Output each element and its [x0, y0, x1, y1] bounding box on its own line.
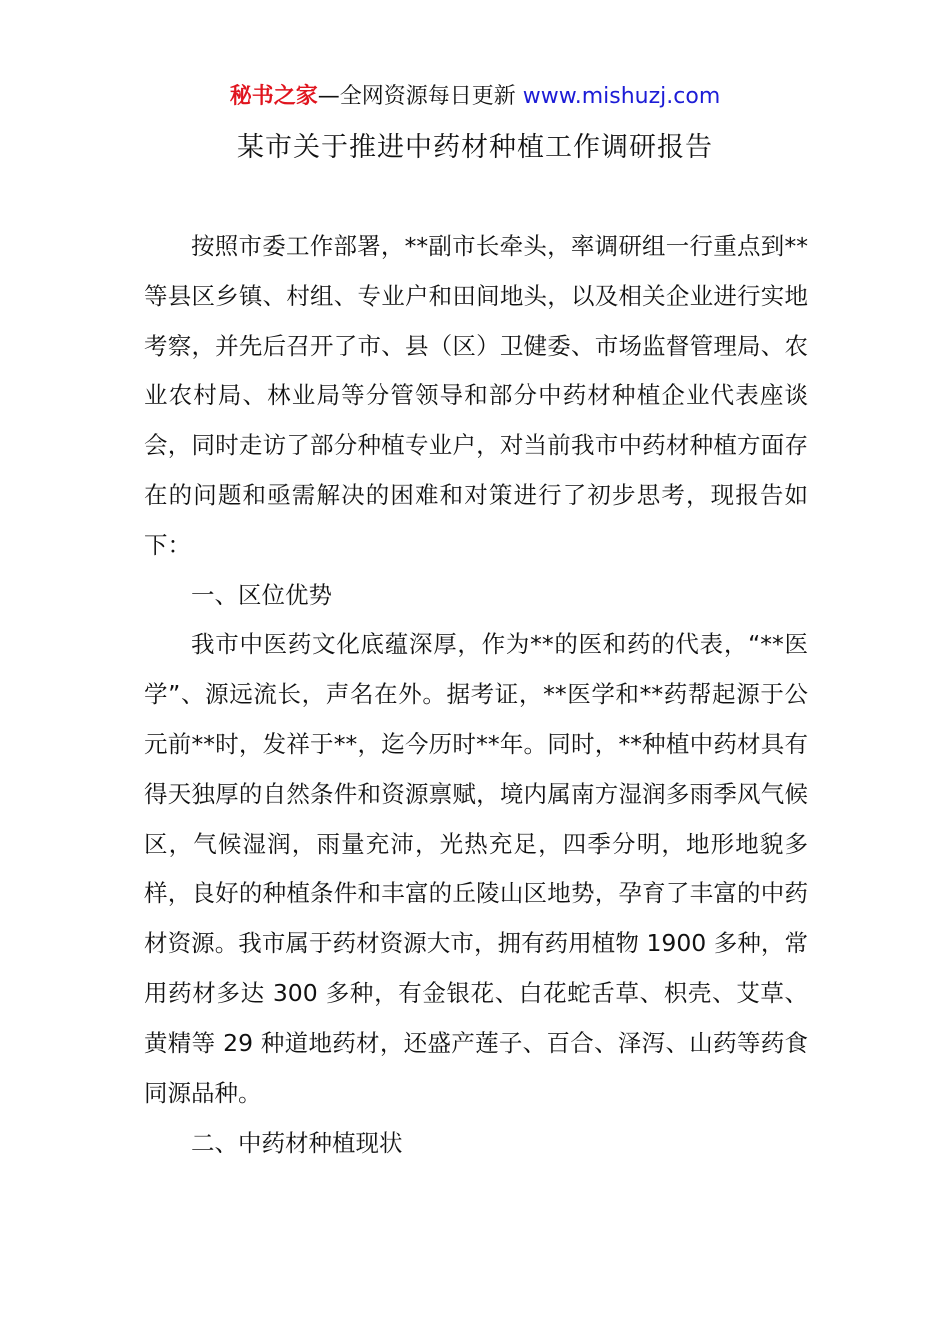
- site-header: [0, 82, 950, 112]
- brand-name: 秘书之家: [229, 84, 318, 109]
- section-heading-location-advantage: 一、区位优势: [191, 580, 332, 609]
- document-body: [144, 222, 808, 1169]
- site-url-link[interactable]: www.mishuzj.com: [522, 84, 721, 109]
- location-advantage-paragraph: 我市中医药文化底蕴深厚，作为**的医和药的代表，“**医学”、源远流长，声名在外。据考证，**医学和**药帮起源于公元前**时，发祥于**，迄今历时**年。同时，**种植中药材具有得天独厚的自然条件和资源禀赋，境内属南方湿润多雨季风气候区，气候湿润，雨量充沛，光热充足，四季分明，地形地貌多样，良好的种植条件和丰富的丘陵山区地势，孕育了丰富的中药材资源。我市属于药材资源大市，拥有药用植物 1900 多种，常用药材多达 300 多种，有金银花、白花蛇舌草、枳壳、艾草、黄精等 29 种道地药材，还盛产莲子、百合、泽泻、山药等药食同源品种。: [144, 630, 808, 1107]
- intro-paragraph: 按照市委工作部署，**副市长牵头，率调研组一行重点到**等县区乡镇、村组、专业户和田间地头，以及相关企业进行实地考察，并先后召开了市、县（区）卫健委、市场监督管理局、农业农村局、林业局等分管领导和部分中药材种植企业代表座谈会，同时走访了部分种植专业户，对当前我市中药材种植方面存在的问题和亟需解决的困难和对策进行了初步思考，现报告如下：: [144, 232, 808, 559]
- header-tagline: —全网资源每日更新: [317, 84, 516, 109]
- section-heading-planting-status: 二、中药材种植现状: [191, 1129, 403, 1158]
- document-title: 某市关于推进中药材种植工作调研报告: [237, 132, 713, 163]
